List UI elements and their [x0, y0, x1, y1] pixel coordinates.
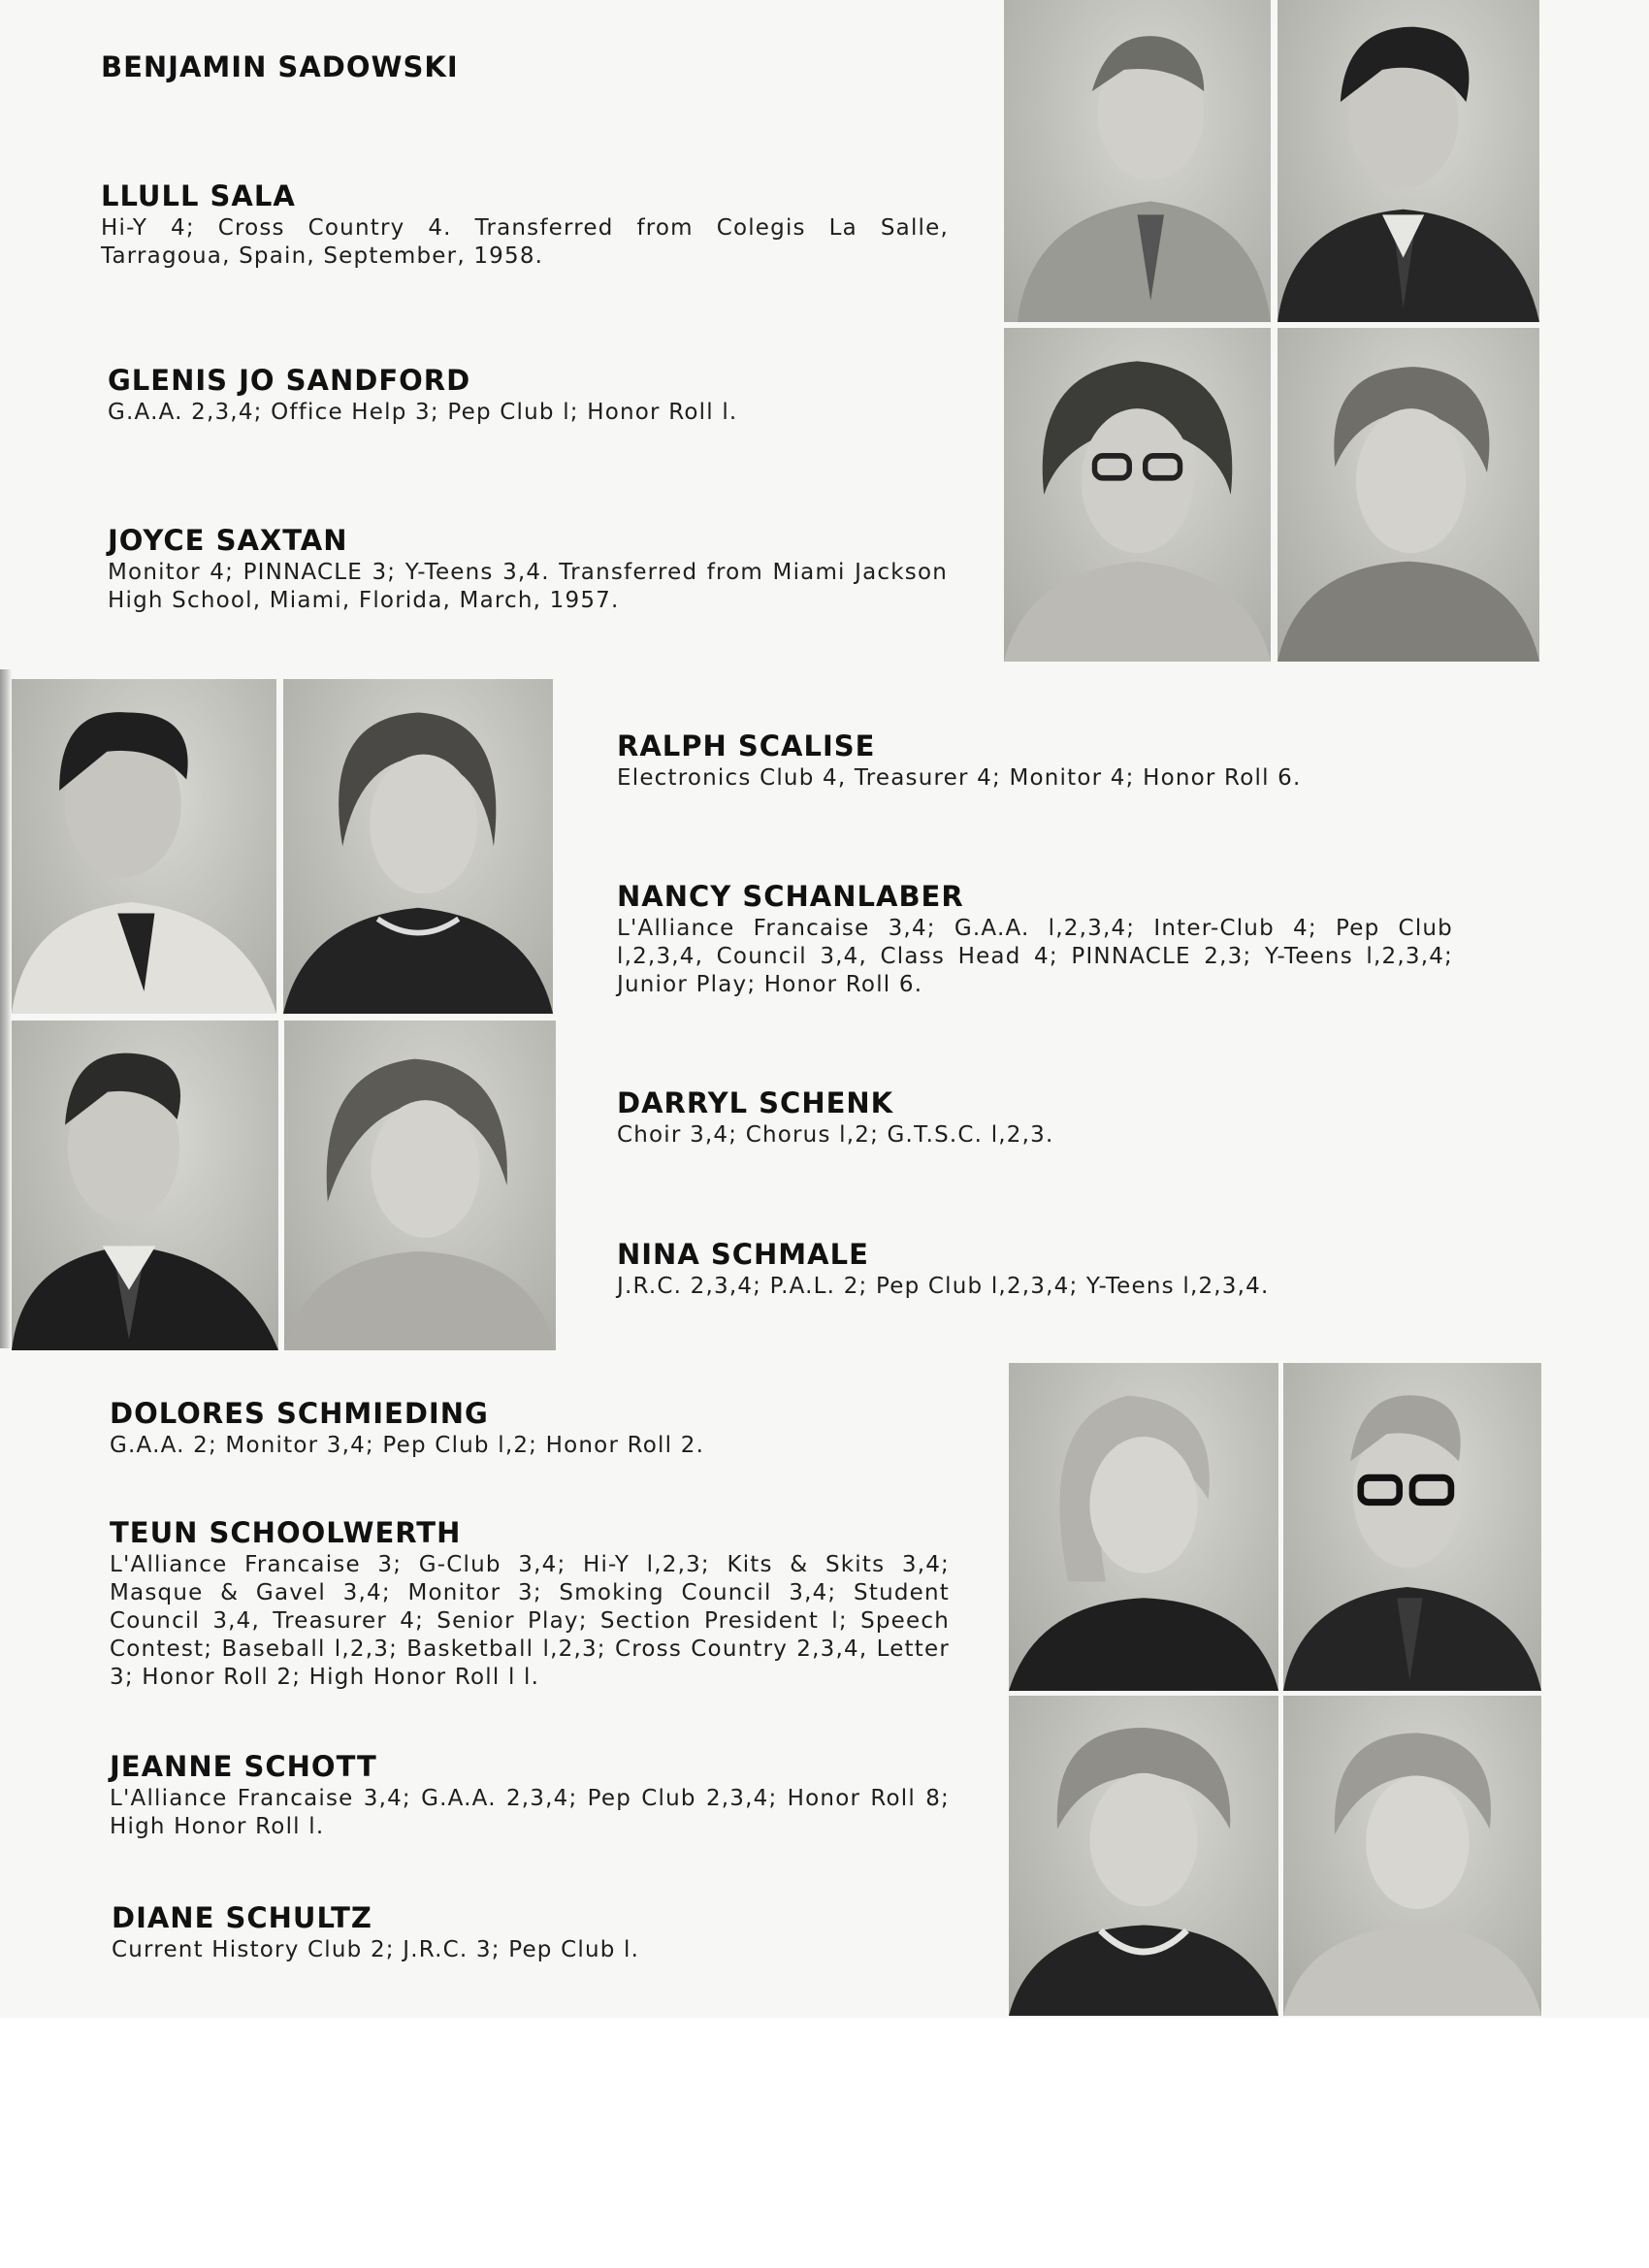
student-activities: Choir 3,4; Chorus l,2; G.T.S.C. l,2,3. [617, 1122, 1054, 1148]
student-activities: Monitor 4; PINNACLE 3; Y-Teens 3,4. Transferred from Miami Jackson High School, Miami, Florida, March, 1957. [108, 560, 948, 613]
student-name: GLENIS JO SANDFORD [108, 364, 471, 397]
student-entry [110, 1397, 950, 1460]
student-activities: Hi-Y 4; Cross Country 4. Transferred from Colegis La Salle, Tarragoua, Spain, September, 1958. [101, 215, 949, 269]
student-portrait [1277, 328, 1539, 662]
student-portrait [1009, 1696, 1278, 2016]
student-activities: L'Alliance Francaise 3,4; G.A.A. 2,3,4; Pep Club 2,3,4; Honor Roll 8; High Honor Roll l. [110, 1786, 950, 1839]
student-portrait [1009, 1363, 1278, 1691]
student-activities: L'Alliance Francaise 3; G-Club 3,4; Hi-Y l,2,3; Kits & Skits 3,4; Masque & Gavel 3,4; Monitor 3; Smoking Council 3,4; Student Council 3,4, Treasurer 4; Senior Play; Section President l; Speech Contest; Baseball l,2,3; Basketball l,2,3; Cross Country 2,3,4, Letter 3; Honor Roll 2; High Honor Roll l l. [110, 1552, 950, 1690]
student-entry [617, 880, 1453, 999]
student-activities: Electronics Club 4, Treasurer 4; Monitor 4; Honor Roll 6. [617, 765, 1302, 791]
student-portrait [1004, 0, 1271, 322]
student-portrait [1283, 1696, 1541, 2016]
student-entry [108, 364, 948, 427]
student-activities: G.A.A. 2; Monitor 3,4; Pep Club l,2; Honor Roll 2. [110, 1433, 705, 1458]
student-portrait [1004, 328, 1271, 662]
student-name: JOYCE SAXTAN [108, 524, 348, 557]
student-activities: Current History Club 2; J.R.C. 3; Pep Club l. [112, 1937, 640, 1962]
student-entry [108, 524, 948, 615]
student-entry [101, 50, 945, 85]
student-entry [110, 1516, 950, 1692]
student-name: RALPH SCALISE [617, 729, 876, 762]
student-portrait [284, 1021, 556, 1350]
student-portrait [1277, 0, 1539, 322]
student-entry [101, 179, 949, 271]
student-name: LLULL SALA [101, 179, 296, 212]
student-activities: L'Alliance Francaise 3,4; G.A.A. l,2,3,4; Inter-Club 4; Pep Club l,2,3,4, Council 3,4, Class Head 4; PINNACLE 2,3; Y-Teens l,2,3,4; Junior Play; Honor Roll 6. [617, 916, 1453, 997]
student-entry [617, 1086, 1451, 1150]
student-entry [112, 1901, 952, 1964]
student-portrait [12, 1021, 278, 1350]
student-name: DOLORES SCHMIEDING [110, 1397, 489, 1430]
student-portrait [283, 679, 553, 1014]
student-name: NANCY SCHANLABER [617, 880, 964, 913]
student-name: BENJAMIN SADOWSKI [101, 50, 459, 83]
student-portrait [1283, 1363, 1541, 1691]
student-entry [617, 729, 1463, 793]
student-activities: J.R.C. 2,3,4; P.A.L. 2; Pep Club l,2,3,4; Y-Teens l,2,3,4. [617, 1274, 1270, 1299]
student-activities: G.A.A. 2,3,4; Office Help 3; Pep Club l; Honor Roll l. [108, 400, 738, 425]
student-name: TEUN SCHOOLWERTH [110, 1516, 462, 1549]
student-name: DARRYL SCHENK [617, 1086, 894, 1119]
student-name: DIANE SCHULTZ [112, 1901, 372, 1934]
student-name: JEANNE SCHOTT [110, 1750, 377, 1783]
student-entry [617, 1238, 1451, 1301]
student-portrait [12, 679, 276, 1014]
student-entry [110, 1750, 950, 1841]
binding-shadow [0, 669, 12, 1348]
student-name: NINA SCHMALE [617, 1238, 869, 1271]
